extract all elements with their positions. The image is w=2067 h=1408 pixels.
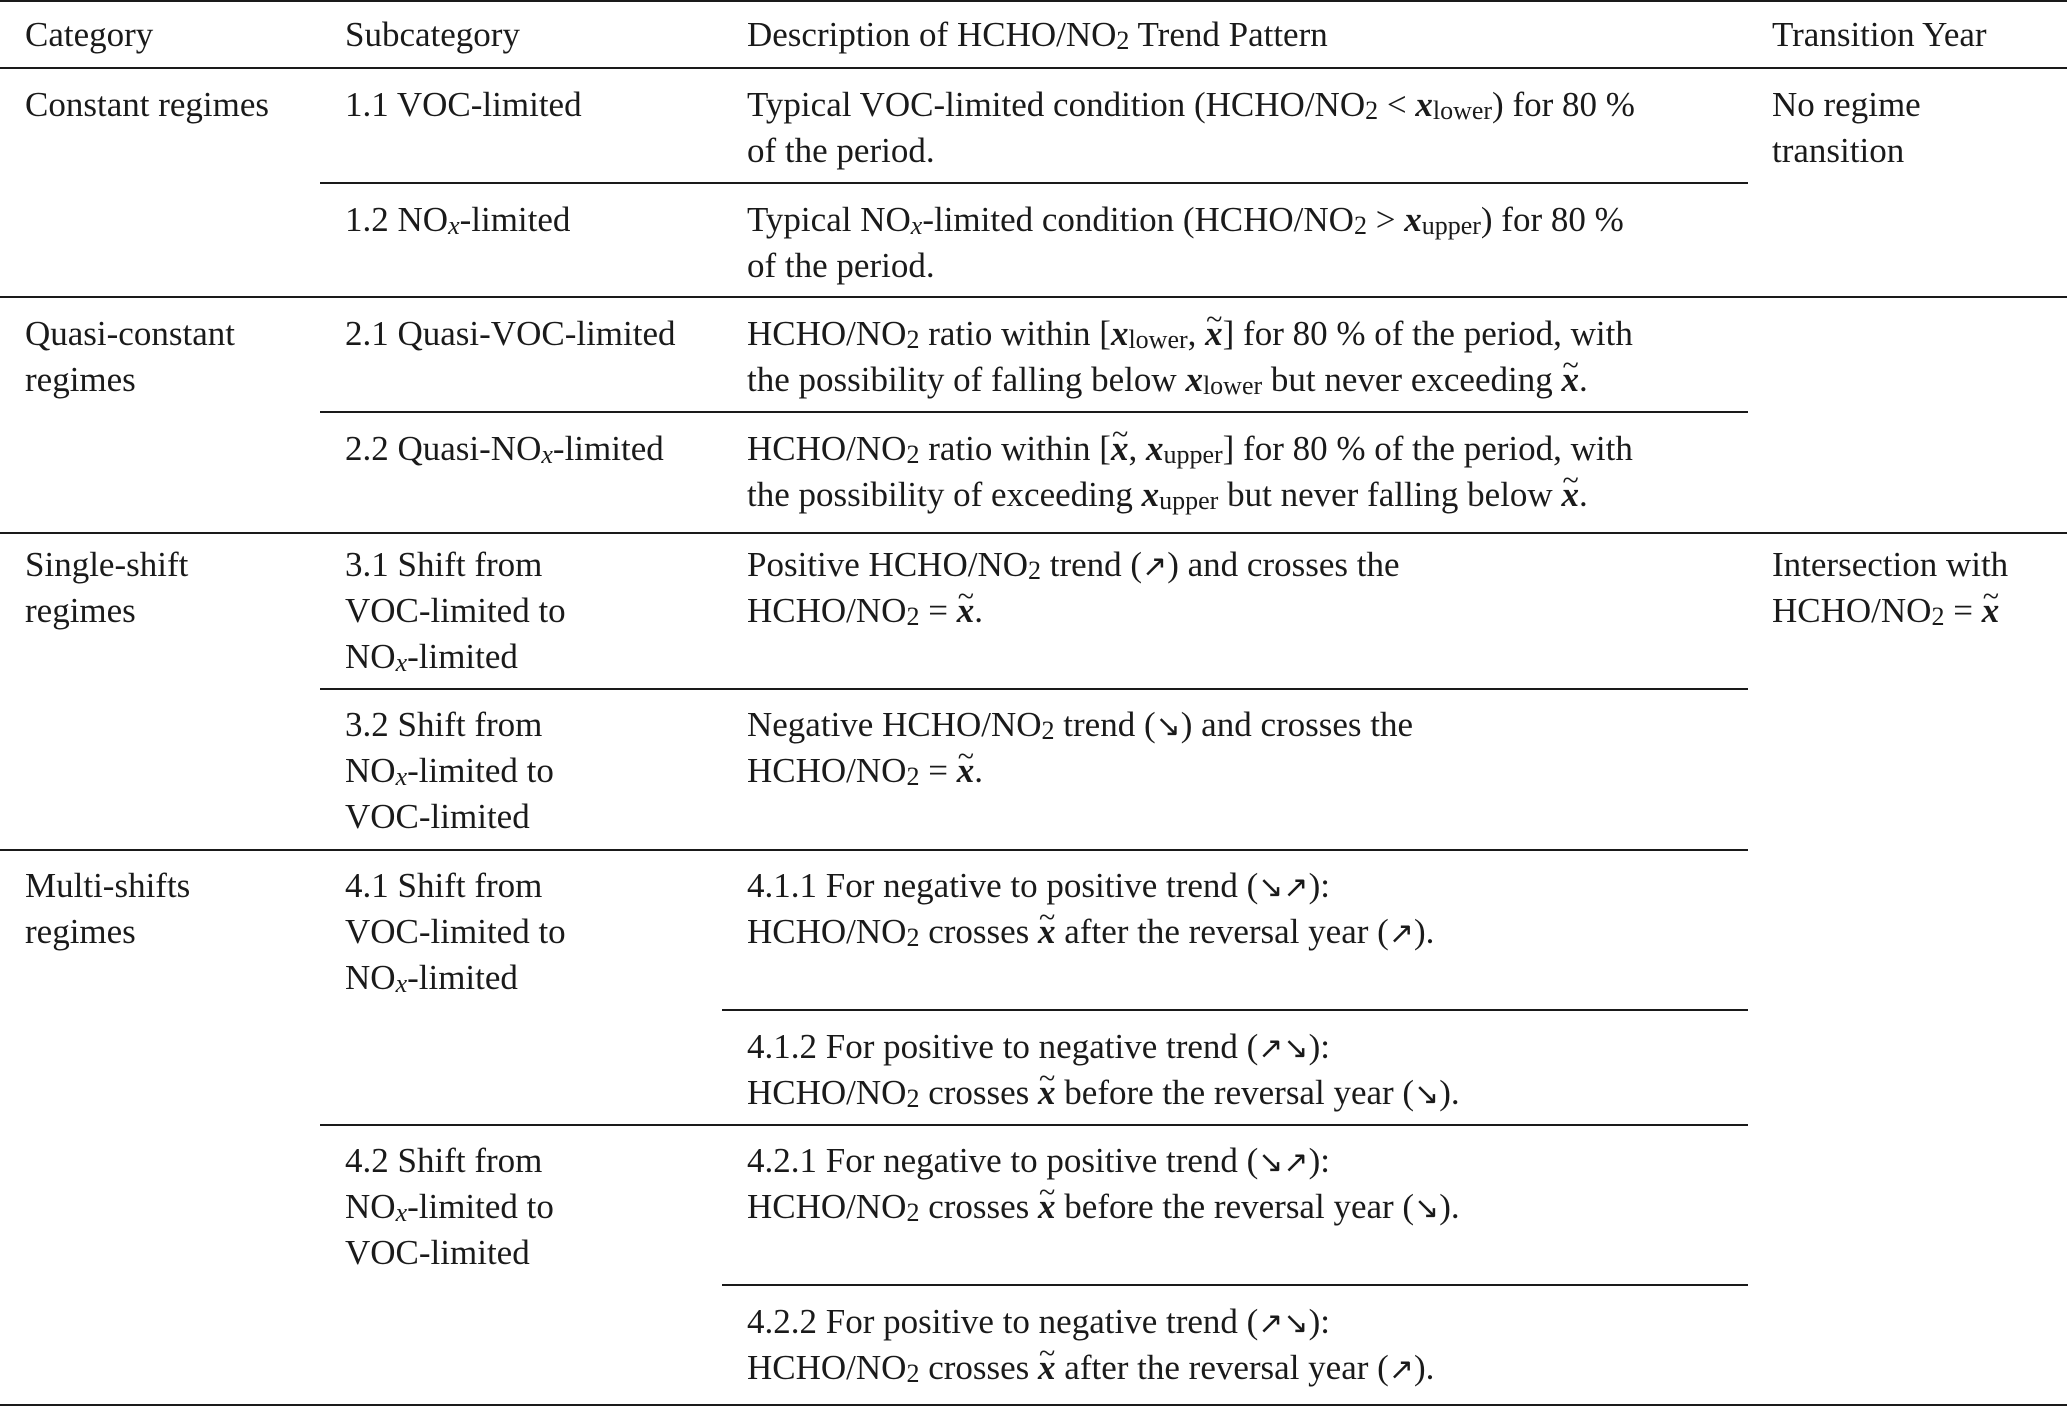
row-divider bbox=[320, 182, 1748, 184]
header-subcategory: Subcategory bbox=[345, 15, 520, 54]
header-transition-year: Transition Year bbox=[1772, 15, 1987, 54]
description-cell bbox=[747, 311, 1633, 403]
description-line: of the period. bbox=[747, 131, 935, 170]
top-rule bbox=[0, 0, 2067, 2]
description-line: Negative HCHO/$NO_2$ trend (↘) and crosses the bbox=[747, 705, 1414, 745]
category-cell bbox=[25, 311, 235, 403]
row-divider bbox=[722, 1284, 1748, 1286]
description-line: Typical VOC-limited condition $(HCHO/NO_2 < x_{lower})$ for 80 % bbox=[747, 85, 1635, 125]
transition-line: HCHO/$NO_2$ = ~ x bbox=[1772, 588, 2008, 634]
description-cell bbox=[747, 197, 1624, 289]
subcategory-label: $NO_x$-limited to bbox=[345, 751, 554, 791]
description-cell bbox=[747, 1138, 1460, 1230]
subcategory-cell bbox=[345, 702, 554, 840]
description-line: 4.2.2 For positive to negative trend (↗↘): bbox=[747, 1302, 1330, 1341]
description-line: 4.2.1 For negative to positive trend (↘↗): bbox=[747, 1141, 1330, 1180]
subcategory-cell bbox=[345, 426, 664, 472]
header-category: Category bbox=[25, 15, 154, 54]
row-divider bbox=[320, 688, 1748, 690]
group-rule bbox=[0, 532, 2067, 534]
description-cell bbox=[747, 863, 1434, 955]
description-cell bbox=[747, 426, 1633, 518]
subcategory-label: 3.2 Shift from bbox=[345, 705, 543, 744]
description-line: the possibility of falling below $x_{lower}$ but never exceeding ~ x. bbox=[747, 357, 1633, 403]
transition-line: transition bbox=[1772, 131, 1905, 170]
subcategory-label: 1.2 $NO_x$-limited bbox=[345, 200, 571, 240]
description-line: HCHO/$NO_2$ crosses ~ x after the reversal year (↗). bbox=[747, 909, 1434, 955]
description-line: HCHO/$NO_2$ = ~ x. bbox=[747, 588, 1400, 634]
description-cell bbox=[747, 702, 1413, 794]
subcategory-cell bbox=[345, 82, 582, 128]
description-line: HCHO/$NO_2$ ratio within [$x_{lower}$, ~ x] for 80 % of the period, with bbox=[747, 311, 1633, 357]
category-label: regimes bbox=[25, 912, 136, 951]
category-label: regimes bbox=[25, 591, 136, 630]
row-divider bbox=[320, 1124, 1748, 1126]
subcategory-cell bbox=[345, 863, 566, 1001]
subcategory-label: VOC-limited bbox=[345, 797, 530, 836]
category-cell bbox=[25, 542, 188, 634]
description-line: 4.1.2 For positive to negative trend (↗↘): bbox=[747, 1027, 1330, 1066]
bottom-rule bbox=[0, 1404, 2067, 1406]
subcategory-label: VOC-limited to bbox=[345, 912, 566, 951]
description-line: HCHO/$NO_2$ crosses ~ x before the reversal year (↘). bbox=[747, 1184, 1460, 1230]
subcategory-label: 4.1 Shift from bbox=[345, 866, 543, 905]
description-cell bbox=[747, 82, 1635, 174]
subcategory-label: 3.1 Shift from bbox=[345, 545, 543, 584]
description-line: 4.1.1 For negative to positive trend (↘↗): bbox=[747, 866, 1330, 905]
description-line: HCHO/$NO_2$ = ~ x. bbox=[747, 748, 1413, 794]
transition-cell bbox=[1772, 542, 2008, 634]
subcategory-cell bbox=[345, 542, 566, 680]
category-cell bbox=[25, 863, 190, 955]
subcategory-label: $NO_x$-limited bbox=[345, 958, 518, 998]
description-cell bbox=[747, 1024, 1460, 1116]
row-divider bbox=[320, 411, 1748, 413]
description-line: the possibility of exceeding $x_{upper}$ but never falling below ~ x. bbox=[747, 472, 1633, 518]
description-cell bbox=[747, 542, 1400, 634]
category-label: Multi-shifts bbox=[25, 866, 191, 905]
description-line: HCHO/$NO_2$ crosses ~ x before the reversal year (↘). bbox=[747, 1070, 1460, 1116]
description-line: HCHO/$NO_2$ crosses ~ x after the reversal year (↗). bbox=[747, 1345, 1434, 1391]
subcategory-label: $NO_x$-limited bbox=[345, 637, 518, 677]
group-rule bbox=[0, 296, 2067, 298]
subcategory-label: 2.1 Quasi-VOC-limited bbox=[345, 314, 676, 353]
description-line: HCHO/$NO_2$ ratio within [~ x, $x_{upper}$] for 80 % of the period, with bbox=[747, 426, 1633, 472]
subcategory-cell bbox=[345, 197, 570, 243]
category-label: Quasi-constant bbox=[25, 314, 235, 353]
category-cell bbox=[25, 82, 269, 128]
subcategory-label: 4.2 Shift from bbox=[345, 1141, 543, 1180]
subcategory-label: VOC-limited to bbox=[345, 591, 566, 630]
transition-line: Intersection with bbox=[1772, 545, 2009, 584]
subcategory-label: $NO_x$-limited to bbox=[345, 1187, 554, 1227]
header-description: Description of HCHO/$NO_2$ Trend Pattern bbox=[747, 15, 1328, 55]
category-label: Single-shift bbox=[25, 545, 189, 584]
transition-line: No regime bbox=[1772, 85, 1921, 124]
description-line: of the period. bbox=[747, 246, 935, 285]
header-rule bbox=[0, 67, 2067, 69]
category-label: regimes bbox=[25, 360, 136, 399]
subcategory-cell bbox=[345, 1138, 554, 1276]
description-line: Positive HCHO/$NO_2$ trend (↗) and crosses the bbox=[747, 545, 1400, 585]
subcategory-label: VOC-limited bbox=[345, 1233, 530, 1272]
subcategory-label: 2.2 Quasi-$NO_x$-limited bbox=[345, 429, 664, 469]
subcategory-label: 1.1 VOC-limited bbox=[345, 85, 582, 124]
row-divider bbox=[722, 1009, 1748, 1011]
description-line: Typical $NO_x$-limited condition $(HCHO/NO_2 > x_{upper})$ for 80 % bbox=[747, 200, 1624, 240]
description-cell bbox=[747, 1299, 1434, 1391]
transition-cell bbox=[1772, 82, 1921, 174]
group-rule bbox=[0, 849, 1748, 851]
category-label: Constant regimes bbox=[25, 85, 269, 124]
subcategory-cell bbox=[345, 311, 676, 357]
